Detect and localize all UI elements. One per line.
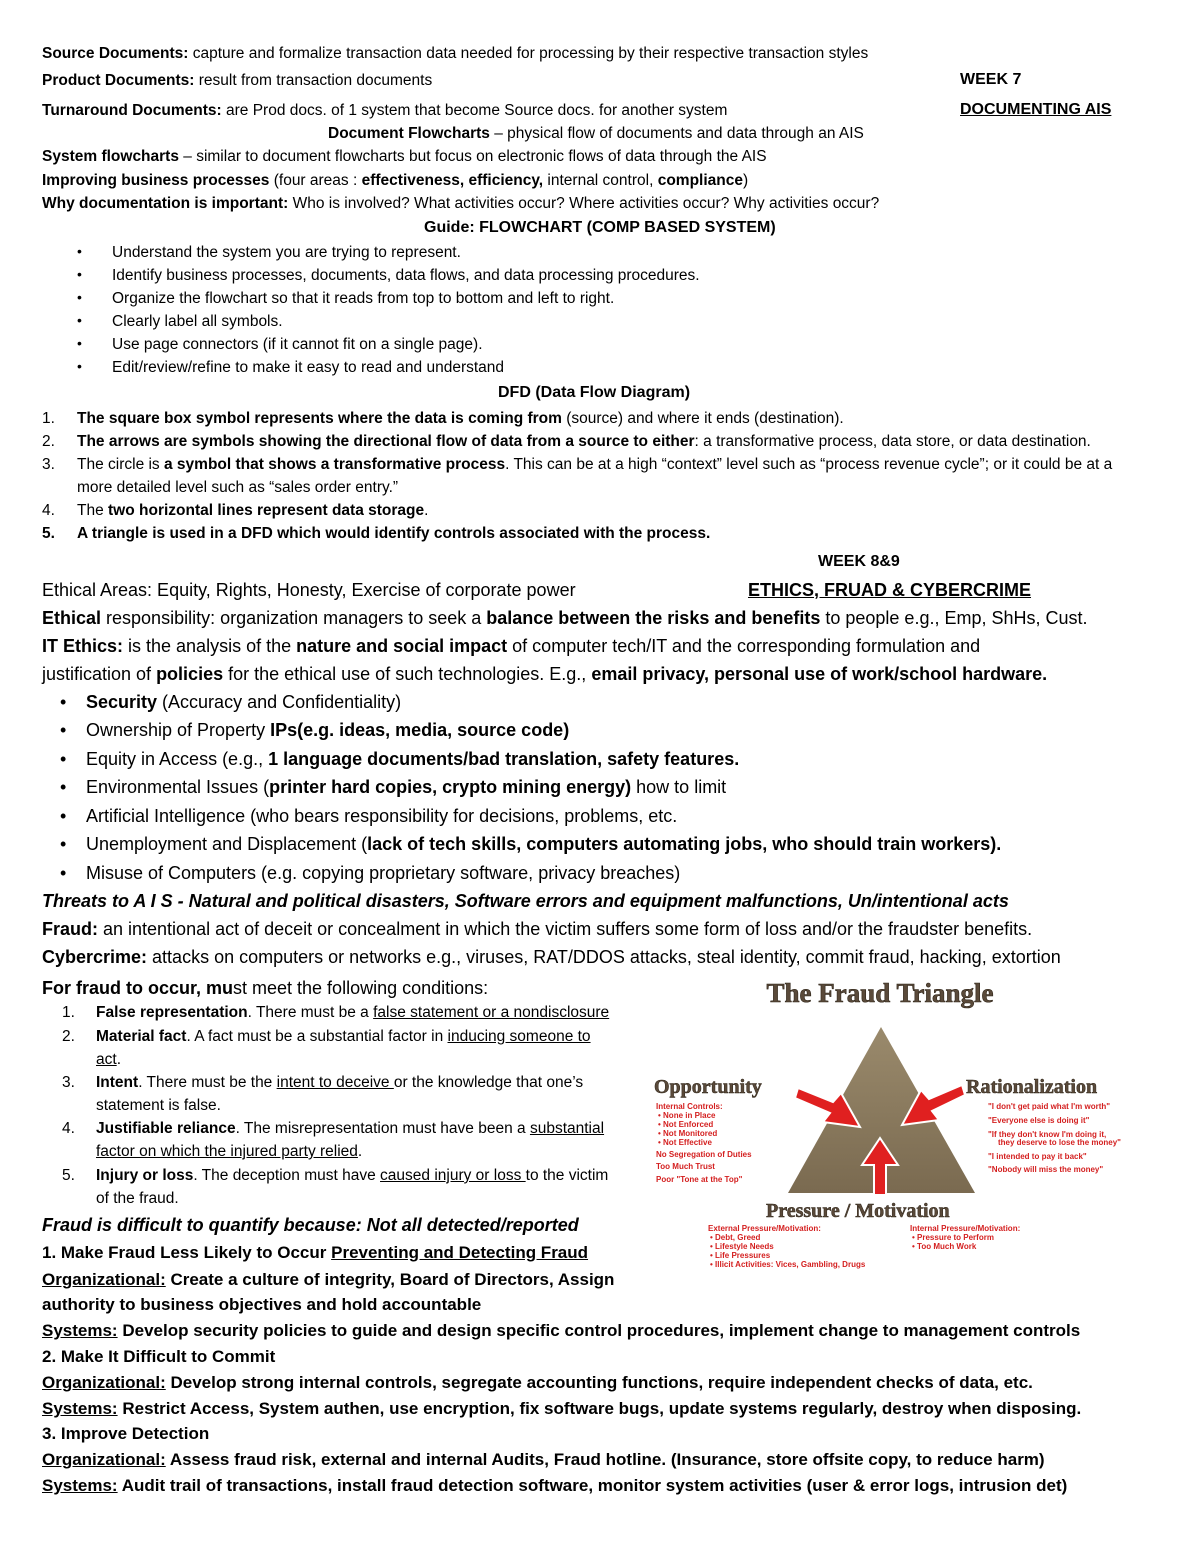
prevention-heading-2: 2. Make It Difficult to Commit [42, 1347, 276, 1366]
cond-num-5: 5. [62, 1167, 75, 1184]
why-label: Why documentation is important: [42, 195, 289, 212]
cond-item-5 [96, 1164, 608, 1187]
bullet: • [60, 777, 67, 797]
fraud-label: Fraud: [42, 919, 98, 939]
it-ethics-line1 [42, 632, 980, 660]
cond-text: . A fact must be a substantial factor in [186, 1028, 448, 1045]
cond-num-1: 1. [62, 1004, 75, 1021]
organizational-label: Organizational: [42, 1270, 166, 1289]
product-documents-line [42, 69, 432, 92]
cybercrime-definition [42, 943, 1061, 971]
cond-num-3: 3. [62, 1074, 75, 1091]
conditions-heading-bold: For fraud to occur, mu [42, 978, 234, 998]
cond-text: . There must be the [138, 1074, 277, 1091]
guide-item: Edit/review/refine to make it easy to read and understand [112, 359, 505, 376]
opportunity-list [656, 1102, 752, 1184]
fraud-difficult-line: Fraud is difficult to quantify because: Not all detected/reported [42, 1215, 579, 1235]
prevention-heading-3: 3. Improve Detection [42, 1424, 210, 1443]
opportunity-item: • None in Place [658, 1111, 716, 1120]
it-ethics-text2: of computer tech/IT and the corresponding formulation and [507, 636, 981, 656]
ethics-bullet-text: Equity in Access (e.g., [86, 749, 269, 769]
cond-num-4: 4. [62, 1120, 75, 1137]
bullet: • [60, 863, 67, 883]
ethics-bullet-bold: printer hard copies, crypto mining energy) [269, 777, 632, 797]
dfd-item-4 [77, 499, 428, 522]
opportunity-item: Poor "Tone at the Top" [656, 1175, 743, 1184]
dfd-item-1-bold: The square box symbol represents where the data is coming from [77, 410, 562, 427]
fraud-triangle-title: The Fraud Triangle [766, 978, 994, 1008]
cond-item-3 [96, 1071, 583, 1094]
cybercrime-text: attacks on computers or networks e.g., viruses, RAT/DDOS attacks, steal identity, commit fraud, hacking, extortion [147, 947, 1061, 967]
external-pressure-item: • Life Pressures [710, 1251, 771, 1260]
turnaround-documents-text: are Prod docs. of 1 system that become Source docs. for another system [221, 102, 728, 119]
dfd-item-1-text: (source) and where it ends (destination). [561, 410, 844, 427]
document-flowcharts-line [328, 122, 864, 145]
ethical-responsibility [42, 604, 1088, 632]
fraud-triangle-svg [648, 975, 1168, 1285]
week7-title: DOCUMENTING AIS [960, 101, 1112, 118]
cond-text: . There must be a [247, 1004, 374, 1021]
rationalization-item: "If they don't know I'm doing it, [988, 1130, 1107, 1139]
turnaround-documents-line [42, 99, 727, 122]
source-documents-label: Source Documents: [42, 45, 189, 62]
dfd-item-3-text: The circle is [77, 456, 164, 473]
ethics-bullet-text: (Accuracy and Confidentiality) [157, 692, 402, 712]
dfd-item-2-bold: The arrows are symbols showing the directional flow of data from a source to either [77, 433, 695, 450]
cond-item-4 [96, 1117, 604, 1140]
cond-item-1 [96, 1001, 609, 1024]
cond-num-2: 2. [62, 1028, 75, 1045]
bullet: • [77, 312, 82, 328]
dfd-num-2: 2. [42, 433, 55, 450]
rationalization-heading: Rationalization [966, 1076, 1098, 1098]
bullet: • [60, 749, 67, 769]
bullet: • [60, 806, 67, 826]
cond-text2: to the victim [525, 1167, 609, 1184]
cond-bold: Injury or loss [96, 1167, 194, 1184]
system-flowcharts-text: – similar to document flowcharts but focus on electronic flows of data through the AIS [178, 148, 767, 165]
cond-text: . The deception must have [193, 1167, 381, 1184]
system-flowcharts-label: System flowcharts [42, 148, 179, 165]
cond-bold: Intent [96, 1074, 139, 1091]
dfd-item-5: A triangle is used in a DFD which would identify controls associated with the process. [77, 525, 711, 542]
bullet: • [77, 335, 82, 351]
document-flowcharts-label: Document Flowcharts [328, 125, 490, 142]
dfd-item-3 [77, 453, 1112, 476]
guide-item: Use page connectors (if it cannot fit on a single page). [112, 336, 483, 353]
dfd-item-3-text2: . This can be at a high “context” level such as “process revenue cycle”; or it could be at a [505, 456, 1113, 473]
dfd-item-2-text: : a transformative process, data store, or data destination. [694, 433, 1091, 450]
system-flowcharts-line [42, 145, 767, 168]
bullet: • [60, 692, 67, 712]
dfd-item-2 [77, 430, 1091, 453]
cond-underline: inducing someone to [447, 1028, 591, 1045]
it-ethics-text: is the analysis of the [123, 636, 297, 656]
ethical-label: Ethical [42, 608, 102, 628]
prevention-org-1 [42, 1266, 614, 1294]
cond-underline: false statement or a nondisclosure [373, 1004, 610, 1021]
it-ethics-line2 [42, 660, 1047, 688]
document-flowcharts-text: – physical flow of documents and data through an AIS [489, 125, 864, 142]
bullet: • [77, 358, 82, 374]
dfd-num-5: 5. [42, 525, 55, 542]
it-ethics-bold3: email privacy, personal use of work/school hardware. [591, 664, 1048, 684]
improving-label: Improving business processes [42, 172, 270, 189]
bullet: • [77, 243, 82, 259]
rationalization-item: "Everyone else is doing it" [988, 1116, 1090, 1125]
dfd-item-4-text2: . [424, 502, 429, 519]
dfd-num-3: 3. [42, 456, 55, 473]
internal-pressure-item: • Pressure to Perform [912, 1233, 994, 1242]
fraud-text: an intentional act of deceit or concealment in which the victim suffers some form of loss and/or the fraudster benefits. [98, 919, 1033, 939]
prevention-sys-3 [42, 1472, 1067, 1500]
threats-line: Threats to A I S - Natural and political disasters, Software errors and equipment malfunctions, Un/intentional acts [42, 891, 1009, 911]
organizational-label: Organizational: [42, 1373, 166, 1392]
external-pressure-item: External Pressure/Motivation: [708, 1224, 821, 1233]
improving-bold: effectiveness, efficiency, [361, 172, 544, 189]
opportunity-heading: Opportunity [654, 1076, 762, 1098]
cond-underline: caused injury or loss [380, 1167, 526, 1184]
opportunity-item: Too Much Trust [656, 1162, 715, 1171]
ethics-bullet-text: Environmental Issues ( [86, 777, 270, 797]
ethics-bullet-text: Unemployment and Displacement ( [86, 834, 368, 854]
cybercrime-label: Cybercrime: [42, 947, 148, 967]
ethics-bullet-ownership [86, 716, 569, 744]
opportunity-item: • Not Monitored [658, 1129, 718, 1138]
ethics-bullet-unemployment [86, 830, 1001, 858]
systems-label: Systems: [42, 1399, 118, 1418]
cond-item-4-cont: factor on which the injured party relied. [96, 1143, 363, 1160]
improving-processes-line [42, 169, 748, 192]
conditions-heading-text: st meet the following conditions: [233, 978, 489, 998]
bullet: • [77, 289, 82, 305]
external-pressure-item: • Lifestyle Needs [710, 1242, 774, 1251]
prevention-org-1-text: Create a culture of integrity, Board of Directors, Assign [165, 1270, 615, 1289]
rationalization-item: "Nobody will miss the money" [988, 1165, 1104, 1174]
it-ethics-bold: nature and social impact [296, 636, 508, 656]
prevention-sys-2-text: Restrict Access, System authen, use encryption, fix software bugs, update systems regularly, destroy when disposing. [117, 1399, 1082, 1418]
cond-item-2-cont: act. [96, 1051, 121, 1068]
dfd-item-1 [77, 407, 844, 430]
prevention-heading-1-text: 1. Make Fraud Less Likely to Occur [42, 1243, 332, 1262]
prevention-org-2-text: Develop strong internal controls, segregate accounting functions, require independent checks of data, etc. [165, 1373, 1033, 1392]
pressure-heading: Pressure / Motivation [766, 1200, 950, 1222]
improving-text3: ) [742, 172, 749, 189]
product-documents-text: result from transaction documents [194, 72, 433, 89]
fraud-definition [42, 915, 1032, 943]
organizational-label: Organizational: [42, 1450, 166, 1469]
it-ethics-text3: justification of [42, 664, 157, 684]
dfd-item-4-text: The [77, 502, 109, 519]
dfd-item-4-bold: two horizontal lines represent data storage [108, 502, 425, 519]
dfd-item-3-cont: more detailed level such as “sales order entry.” [77, 479, 399, 496]
prevention-org-3-text: Assess fraud risk, external and internal Audits, Fraud hotline. (Insurance, store offsite copy, to reduce harm) [165, 1450, 1045, 1469]
internal-pressure-list [910, 1224, 1020, 1251]
cond-underline: factor on which the injured party relied [96, 1143, 358, 1160]
cond-bold: False representation [96, 1004, 248, 1021]
ethics-bullet-misuse: Misuse of Computers (e.g. copying proprietary software, privacy breaches) [86, 863, 681, 883]
prevention-sys-2 [42, 1395, 1081, 1423]
ethical-text: responsibility: organization managers to seek a [101, 608, 487, 628]
cond-bold: Justifiable reliance [96, 1120, 236, 1137]
it-ethics-bold2: policies [156, 664, 224, 684]
bullet: • [60, 834, 67, 854]
cond-bold: Material fact [96, 1028, 187, 1045]
guide-item: Clearly label all symbols. [112, 313, 283, 330]
bullet: • [77, 266, 82, 282]
why-documentation-line [42, 192, 879, 215]
guide-item: Understand the system you are trying to represent. [112, 244, 461, 261]
ethics-bullet-bold: lack of tech skills, computers automating jobs, who should train workers). [367, 834, 1002, 854]
dfd-num-1: 1. [42, 410, 55, 427]
source-documents-text: capture and formalize transaction data needed for processing by their respective transaction styles [188, 45, 869, 62]
opportunity-item: Internal Controls: [656, 1102, 723, 1111]
week7-label: WEEK 7 [960, 71, 1022, 88]
prevention-sys-1-text: Develop security policies to guide and design specific control procedures, implement change to management controls [117, 1321, 1081, 1340]
internal-pressure-item: Internal Pressure/Motivation: [910, 1224, 1021, 1233]
opportunity-item: • Not Enforced [658, 1120, 714, 1129]
cond-underline: act [96, 1051, 117, 1068]
it-ethics-label: IT Ethics: [42, 636, 124, 656]
guide-item: Identify business processes, documents, data flows, and data processing procedures. [112, 267, 700, 284]
bullet: • [60, 720, 67, 740]
prevention-heading-1 [42, 1239, 588, 1267]
improving-text: (four areas : [269, 172, 362, 189]
cond-item-3-cont: statement is false. [96, 1097, 221, 1114]
prevention-org-3 [42, 1446, 1045, 1474]
cond-underline: intent to deceive [276, 1074, 394, 1091]
ethics-bullet-bold: Security [86, 692, 158, 712]
external-pressure-list [708, 1224, 866, 1269]
prevention-sys-1 [42, 1317, 1080, 1345]
systems-label: Systems: [42, 1321, 118, 1340]
rationalization-item: "I intended to pay it back" [988, 1152, 1087, 1161]
guide-item: Organize the flowchart so that it reads from top to bottom and left to right. [112, 290, 615, 307]
ethical-text2: to people e.g., Emp, ShHs, Cust. [820, 608, 1088, 628]
ethics-bullet-security [86, 688, 401, 716]
ethics-bullet-text2: how to limit [631, 777, 727, 797]
external-pressure-item: • Debt, Greed [710, 1233, 761, 1242]
cond-item-5-cont: of the fraud. [96, 1190, 179, 1207]
why-text: Who is involved? What activities occur? Where activities occur? Why activities occur? [288, 195, 880, 212]
week89-title: ETHICS, FRUAD & CYBERCRIME [748, 580, 1032, 600]
guide-title: Guide: FLOWCHART (COMP BASED SYSTEM) [424, 219, 776, 236]
prevention-sys-3-text: Audit trail of transactions, install fraud detection software, monitor system activities (user & error logs, intrusion det) [117, 1476, 1068, 1495]
improving-text2: internal control, [543, 172, 658, 189]
prevention-heading-1-underline: Preventing and Detecting Fraud [331, 1243, 589, 1262]
ethical-bold: balance between the risks and benefits [486, 608, 821, 628]
ethics-bullet-equity [86, 745, 739, 773]
rationalization-item: they deserve to lose the money" [998, 1138, 1121, 1147]
ethics-bullet-bold: IPs(e.g. ideas, media, source code) [270, 720, 570, 740]
cond-item-2 [96, 1025, 591, 1048]
ethics-bullet-text: Ownership of Property [86, 720, 271, 740]
prevention-org-1-cont: authority to business objectives and hold accountable [42, 1295, 482, 1314]
improving-bold2: compliance [657, 172, 743, 189]
ethics-bullet-ai: Artificial Intelligence (who bears responsibility for decisions, problems, etc. [86, 806, 678, 826]
source-documents-line [42, 42, 868, 65]
fraud-triangle-figure [648, 975, 1168, 1285]
product-documents-label: Product Documents: [42, 72, 195, 89]
opportunity-item: No Segregation of Duties [656, 1150, 752, 1159]
internal-pressure-item: • Too Much Work [912, 1242, 977, 1251]
turnaround-documents-label: Turnaround Documents: [42, 102, 222, 119]
systems-label: Systems: [42, 1476, 118, 1495]
ethics-bullet-bold: 1 language documents/bad translation, safety features. [268, 749, 740, 769]
rationalization-list [988, 1102, 1121, 1174]
week89-label: WEEK 8&9 [818, 553, 900, 570]
cond-text2: or the knowledge that one’s [393, 1074, 584, 1091]
ethical-areas: Ethical Areas: Equity, Rights, Honesty, Exercise of corporate power [42, 580, 576, 600]
ethics-bullet-environment [86, 773, 726, 801]
it-ethics-text4: for the ethical use of such technologies. E.g., [223, 664, 592, 684]
prevention-org-2 [42, 1369, 1033, 1397]
dfd-title: DFD (Data Flow Diagram) [498, 384, 691, 401]
conditions-heading [42, 974, 488, 1002]
cond-text: . The misrepresentation must have been a [235, 1120, 530, 1137]
dfd-num-4: 4. [42, 502, 55, 519]
cond-underline: substantial [529, 1120, 605, 1137]
dfd-item-3-bold: a symbol that shows a transformative process [164, 456, 506, 473]
opportunity-item: • Not Effective [658, 1138, 712, 1147]
external-pressure-item: • Illicit Activities: Vices, Gambling, Drugs [710, 1260, 866, 1269]
rationalization-item: "I don't get paid what I'm worth" [988, 1102, 1111, 1111]
